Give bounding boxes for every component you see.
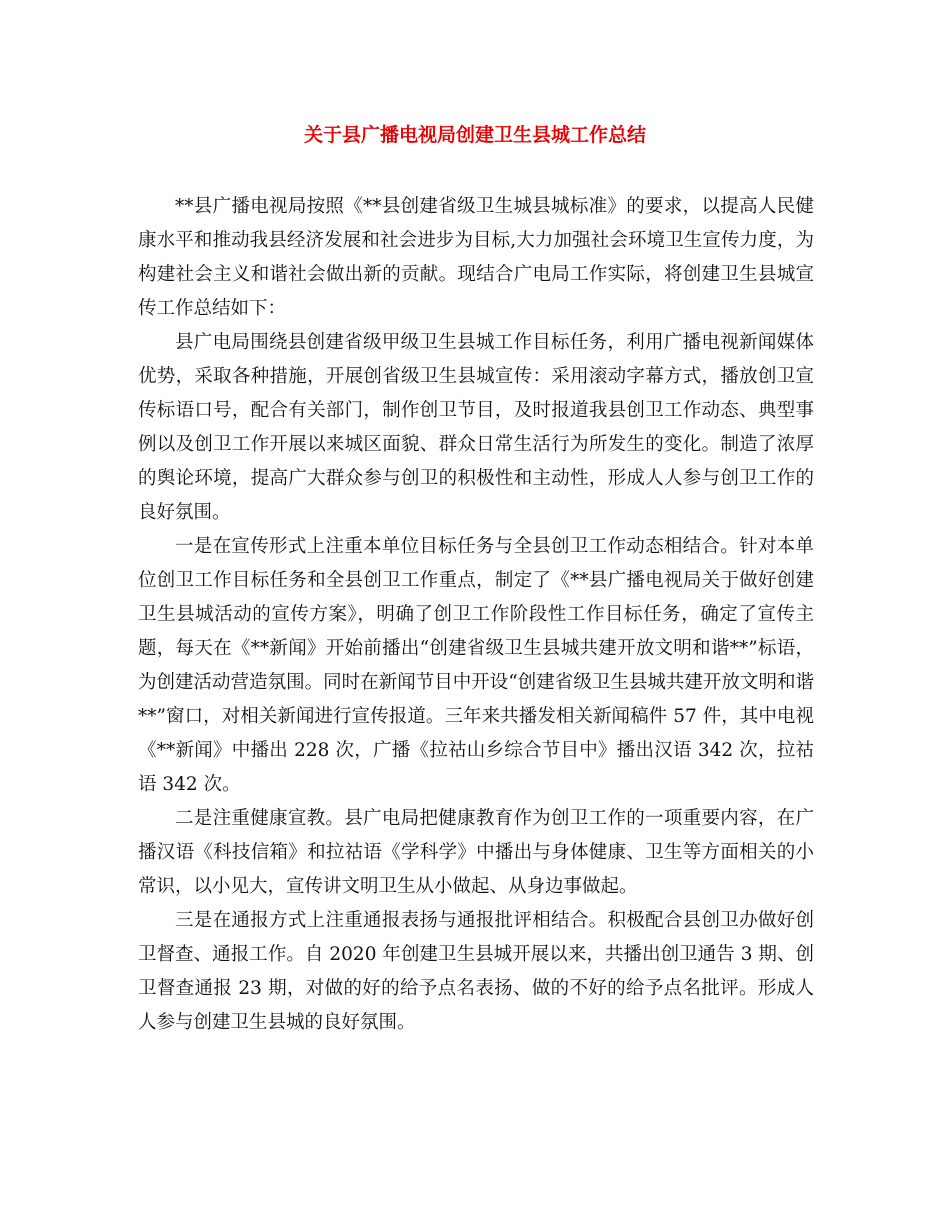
document-body <box>138 190 814 1040</box>
paragraph-point-one: 一是在宣传形式上注重本单位目标任务与全县创卫工作动态相结合。针对本单位创卫工作目标任务和全县创卫工作重点，制定了《**县广播电视局关于做好创建卫生县城活动的宣传方案》，明确了创卫工作阶段性工作目标任务，确定了宣传主题，每天在《**新闻》开始前播出“创建省级卫生县城共建开放文明和谐**”标语，为创建活动营造氛围。同时在新闻节目中开设“创建省级卫生县城共建开放文明和谐**”窗口，对相关新闻进行宣传报道。三年来共播发相关新闻稿件 57 件，其中电视《**新闻》中播出 228 次，广播《拉祜山乡综合节目中》播出汉语 342 次，拉祜语 342 次。 <box>138 536 814 795</box>
paragraph-intro: **县广播电视局按照《**县创建省级卫生城县城标准》的要求，以提高人民健康水平和推动我县经济发展和社会进步为目标,大力加强社会环境卫生宣传力度，为构建社会主义和谐社会做出新的贡献。现结合广电局工作实际，将创建卫生县城宣传工作总结如下： <box>138 196 814 319</box>
document-title: 关于县广播电视局创建卫生县城工作总结 <box>303 124 646 146</box>
paragraph-point-three: 三是在通报方式上注重通报表扬与通报批评相结合。积极配合县创卫办做好创卫督查、通报工作。自 2020 年创建卫生县城开展以来，共播出创卫通告 3 期、创卫督查通报 23 期，对做的好的给予点名表扬、做的不好的给予点名批评。形成人人参与创建卫生县城的良好氛围。 <box>138 910 814 1033</box>
paragraph-overview: 县广电局围绕县创建省级甲级卫生县城工作目标任务，利用广播电视新闻媒体优势，采取各种措施，开展创省级卫生县城宣传：采用滚动字幕方式，播放创卫宣传标语口号，配合有关部门，制作创卫节目，及时报道我县创卫工作动态、典型事例以及创卫工作开展以来城区面貌、群众日常生活行为所发生的变化。制造了浓厚的舆论环境，提高广大群众参与创卫的积极性和主动性，形成人人参与创卫工作的良好氛围。 <box>138 332 814 523</box>
paragraph-point-two: 二是注重健康宣教。县广电局把健康教育作为创卫工作的一项重要内容，在广播汉语《科技信箱》和拉祜语《学科学》中播出与身体健康、卫生等方面相关的小常识，以小见大，宣传讲文明卫生从小做起、从身边事做起。 <box>138 808 814 897</box>
